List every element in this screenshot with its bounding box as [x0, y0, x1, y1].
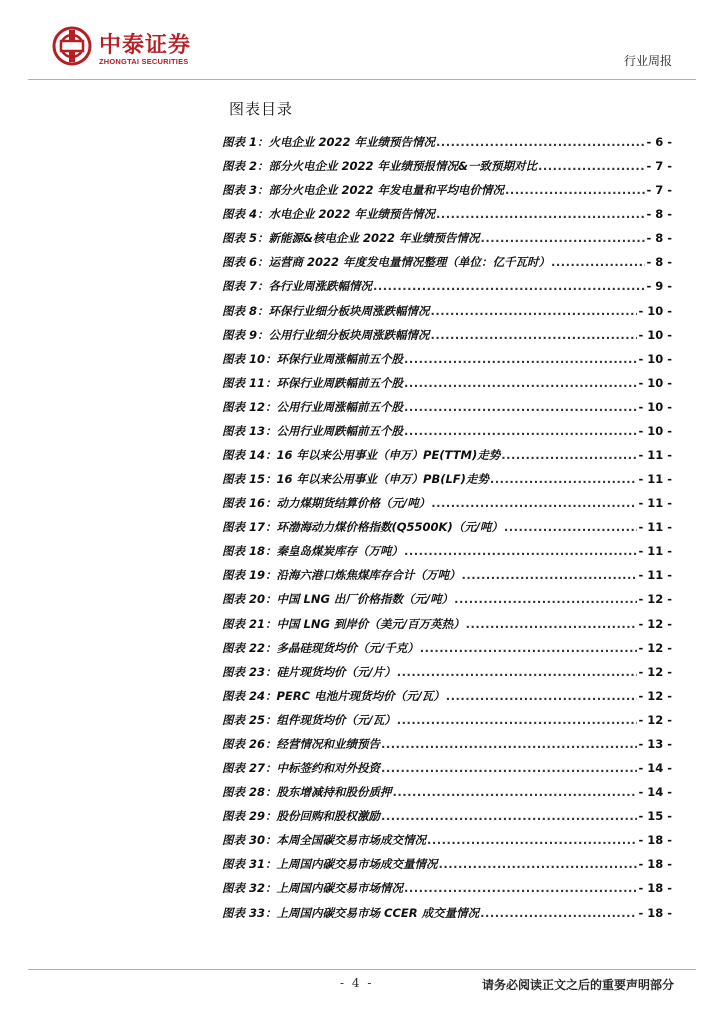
toc-item[interactable] [222, 423, 672, 447]
toc-dot-leader [462, 568, 638, 582]
toc-dot-leader [551, 255, 645, 269]
toc-item-page: - 12 - [638, 640, 672, 655]
toc-item-label: 图表 28：股东增减持和股份质押 [222, 785, 392, 800]
toc-item-label: 图表 20：中国 LNG 出厂价格指数（元/吨） [222, 592, 454, 607]
toc-item[interactable] [222, 254, 672, 278]
toc-item[interactable] [222, 134, 672, 158]
toc-item-label: 图表 6：运营商 2022 年度发电量情况整理（单位：亿千瓦时） [222, 255, 551, 270]
brand-name-en: ZHONGTAI SECURITIES [99, 57, 189, 66]
toc-dot-leader [454, 592, 637, 606]
toc-item-label: 图表 12：公用行业周涨幅前五个股 [222, 399, 404, 414]
toc-item-page: - 10 - [638, 375, 672, 390]
toc-item[interactable] [222, 784, 672, 808]
toc-item-page: - 15 - [638, 809, 672, 824]
toc-dot-leader [436, 207, 645, 221]
toc-item-label: 图表 19：沿海六港口炼焦煤库存合计（万吨） [222, 568, 461, 583]
toc-item-label: 图表 7：各行业周涨跌幅情况 [222, 279, 373, 294]
toc-dot-leader [397, 713, 638, 727]
toc-dot-leader [420, 641, 638, 655]
toc-item-label: 图表 21：中国 LNG 到岸价（美元/百万英热） [222, 616, 465, 631]
toc-item-page: - 8 - [646, 255, 672, 270]
toc-dot-leader [481, 231, 646, 245]
toc-item[interactable] [222, 688, 672, 712]
company-logo [52, 26, 222, 72]
toc-item[interactable] [222, 543, 672, 567]
page-number: - 4 - [340, 976, 374, 990]
toc-item-page: - 18 - [638, 905, 672, 920]
toc-dot-leader [393, 785, 638, 799]
toc-item[interactable] [222, 616, 672, 640]
toc-item-page: - 12 - [638, 592, 672, 607]
toc-dot-leader [436, 135, 645, 149]
toc-dot-leader [373, 279, 645, 293]
toc-dot-leader [466, 617, 638, 631]
toc-item-label: 图表 18：秦皇岛煤炭库存（万吨） [222, 544, 404, 559]
toc-item[interactable] [222, 230, 672, 254]
report-type-label: 行业周报 [623, 54, 672, 68]
toc-item-label: 图表 14：16 年以来公用事业（申万）PE(TTM)走势 [222, 448, 501, 463]
toc-item-page: - 7 - [646, 183, 672, 198]
toc-item-page: - 13 - [638, 736, 672, 751]
toc-item-label: 图表 31：上周国内碳交易市场成交量情况 [222, 857, 438, 872]
toc-item-label: 图表 8：环保行业细分板块周涨跌幅情况 [222, 303, 430, 318]
toc-item[interactable] [222, 495, 672, 519]
toc-item-page: - 18 - [638, 881, 672, 896]
toc-item-page: - 14 - [638, 761, 672, 776]
zhongtai-logo-icon [52, 26, 92, 66]
toc-item[interactable] [222, 158, 672, 182]
toc-dot-leader [490, 472, 638, 486]
toc-item-page: - 8 - [646, 231, 672, 246]
toc-item[interactable] [222, 640, 672, 664]
toc-item-label: 图表 3：部分火电企业 2022 年发电量和平均电价情况 [222, 183, 505, 198]
toc-item-page: - 6 - [646, 135, 672, 149]
toc-dot-leader [431, 304, 638, 318]
toc-item[interactable] [222, 519, 672, 543]
toc-item-page: - 12 - [638, 688, 672, 703]
toc-item-page: - 10 - [638, 399, 672, 414]
toc-item-label: 图表 5：新能源&核电企业 2022 年业绩预告情况 [222, 231, 480, 246]
toc-dot-leader [404, 352, 637, 366]
toc-item-label: 图表 33：上周国内碳交易市场 CCER 成交量情况 [222, 905, 480, 920]
toc-item-label: 图表 27：中标签约和对外投资 [222, 761, 381, 776]
toc-item-label: 图表 30：本周全国碳交易市场成交情况 [222, 833, 427, 848]
toc-item[interactable] [222, 206, 672, 230]
toc-dot-leader [381, 809, 637, 823]
toc-item-page: - 12 - [638, 712, 672, 727]
toc-item[interactable] [222, 736, 672, 760]
toc-dot-leader [505, 183, 645, 197]
toc-item-page: - 11 - [638, 496, 672, 511]
toc-item-label: 图表 32：上周国内碳交易市场情况 [222, 881, 404, 896]
toc-item[interactable] [222, 327, 672, 351]
toc-item-page: - 11 - [638, 544, 672, 559]
toc-item[interactable] [222, 905, 672, 929]
toc-dot-leader [501, 448, 637, 462]
toc-dot-leader [431, 328, 638, 342]
toc-item[interactable] [222, 567, 672, 591]
toc-dot-leader [404, 424, 637, 438]
header-divider [28, 79, 696, 80]
toc-item-label: 图表 26：经营情况和业绩预告 [222, 736, 381, 751]
footer-disclaimer: 请务必阅读正文之后的重要声明部分 [481, 978, 674, 992]
toc-dot-leader [446, 689, 638, 703]
toc-item-page: - 7 - [646, 159, 672, 174]
toc-item[interactable] [222, 471, 672, 495]
toc-item-label: 图表 9：公用行业细分板块周涨跌幅情况 [222, 327, 430, 342]
toc-list [222, 134, 672, 929]
toc-item-label: 图表 22：多晶硅现货均价（元/千克） [222, 640, 419, 655]
toc-item-page: - 8 - [646, 207, 672, 222]
page-header [0, 0, 724, 80]
toc-item-page: - 12 - [638, 616, 672, 631]
toc-dot-leader [427, 833, 637, 847]
toc-item-label: 图表 2：部分火电企业 2022 年业绩预报情况&一致预期对比 [222, 159, 538, 174]
toc-dot-leader [439, 857, 638, 871]
toc-item-label: 图表 23：硅片现货均价（元/片） [222, 664, 396, 679]
toc-item-label: 图表 17：环渤海动力煤价格指数(Q5500K)（元/吨） [222, 520, 503, 535]
toc-item-page: - 10 - [638, 423, 672, 438]
toc-item-label: 图表 25：组件现货均价（元/瓦） [222, 712, 396, 727]
toc-dot-leader [404, 376, 637, 390]
toc-item-page: - 11 - [638, 472, 672, 487]
toc-item-page: - 12 - [638, 664, 672, 679]
brand-name-cn: 中泰证券 [99, 33, 192, 58]
toc-item-page: - 10 - [638, 327, 672, 342]
toc-dot-leader [480, 906, 637, 920]
toc-item[interactable] [222, 182, 672, 206]
toc-dot-leader [404, 544, 637, 558]
toc-item-page: - 9 - [646, 279, 672, 294]
toc-item-label: 图表 24：PERC 电池片现货均价（元/瓦） [222, 688, 445, 703]
toc-item[interactable] [222, 278, 672, 302]
toc-item[interactable] [222, 447, 672, 471]
toc-item-page: - 10 - [638, 303, 672, 318]
toc-item[interactable] [222, 760, 672, 784]
toc-item-label: 图表 11：环保行业周跌幅前五个股 [222, 375, 404, 390]
toc-dot-leader [431, 496, 637, 510]
toc-item[interactable] [222, 712, 672, 736]
toc-item[interactable] [222, 880, 672, 904]
toc-dot-leader [404, 400, 637, 414]
toc-item[interactable] [222, 351, 672, 375]
toc-item[interactable] [222, 591, 672, 615]
toc-item-page: - 11 - [638, 448, 672, 463]
toc-item-page: - 18 - [638, 857, 672, 872]
toc-dot-leader [504, 520, 638, 534]
toc-item[interactable] [222, 399, 672, 423]
toc-dot-leader [381, 761, 637, 775]
toc-item[interactable] [222, 303, 672, 327]
toc-item[interactable] [222, 808, 672, 832]
toc-item-label: 图表 1：火电企业 2022 年业绩预告情况 [222, 135, 436, 149]
toc-item-page: - 11 - [638, 520, 672, 535]
toc-item-label: 图表 13：公用行业周跌幅前五个股 [222, 423, 404, 438]
toc-item[interactable] [222, 375, 672, 399]
toc-item-page: - 18 - [638, 833, 672, 848]
toc-item[interactable] [222, 832, 672, 856]
toc-item-page: - 10 - [638, 351, 672, 366]
toc-dot-leader [538, 159, 645, 173]
toc-title: 图表目录 [229, 100, 294, 118]
toc-dot-leader [397, 665, 638, 679]
toc-dot-leader [404, 881, 637, 895]
toc-item-page: - 14 - [638, 785, 672, 800]
footer-divider [28, 969, 696, 970]
toc-item[interactable] [222, 664, 672, 688]
toc-dot-leader [381, 737, 637, 751]
toc-item-label: 图表 10：环保行业周涨幅前五个股 [222, 351, 404, 366]
toc-item-label: 图表 4：水电企业 2022 年业绩预告情况 [222, 207, 436, 222]
toc-item-page: - 11 - [638, 568, 672, 583]
toc-item[interactable] [222, 856, 672, 880]
toc-item-label: 图表 16：动力煤期货结算价格（元/吨） [222, 496, 431, 511]
toc-item-label: 图表 29：股份回购和股权激励 [222, 809, 381, 824]
toc-item-label: 图表 15：16 年以来公用事业（申万）PB(LF)走势 [222, 472, 489, 487]
